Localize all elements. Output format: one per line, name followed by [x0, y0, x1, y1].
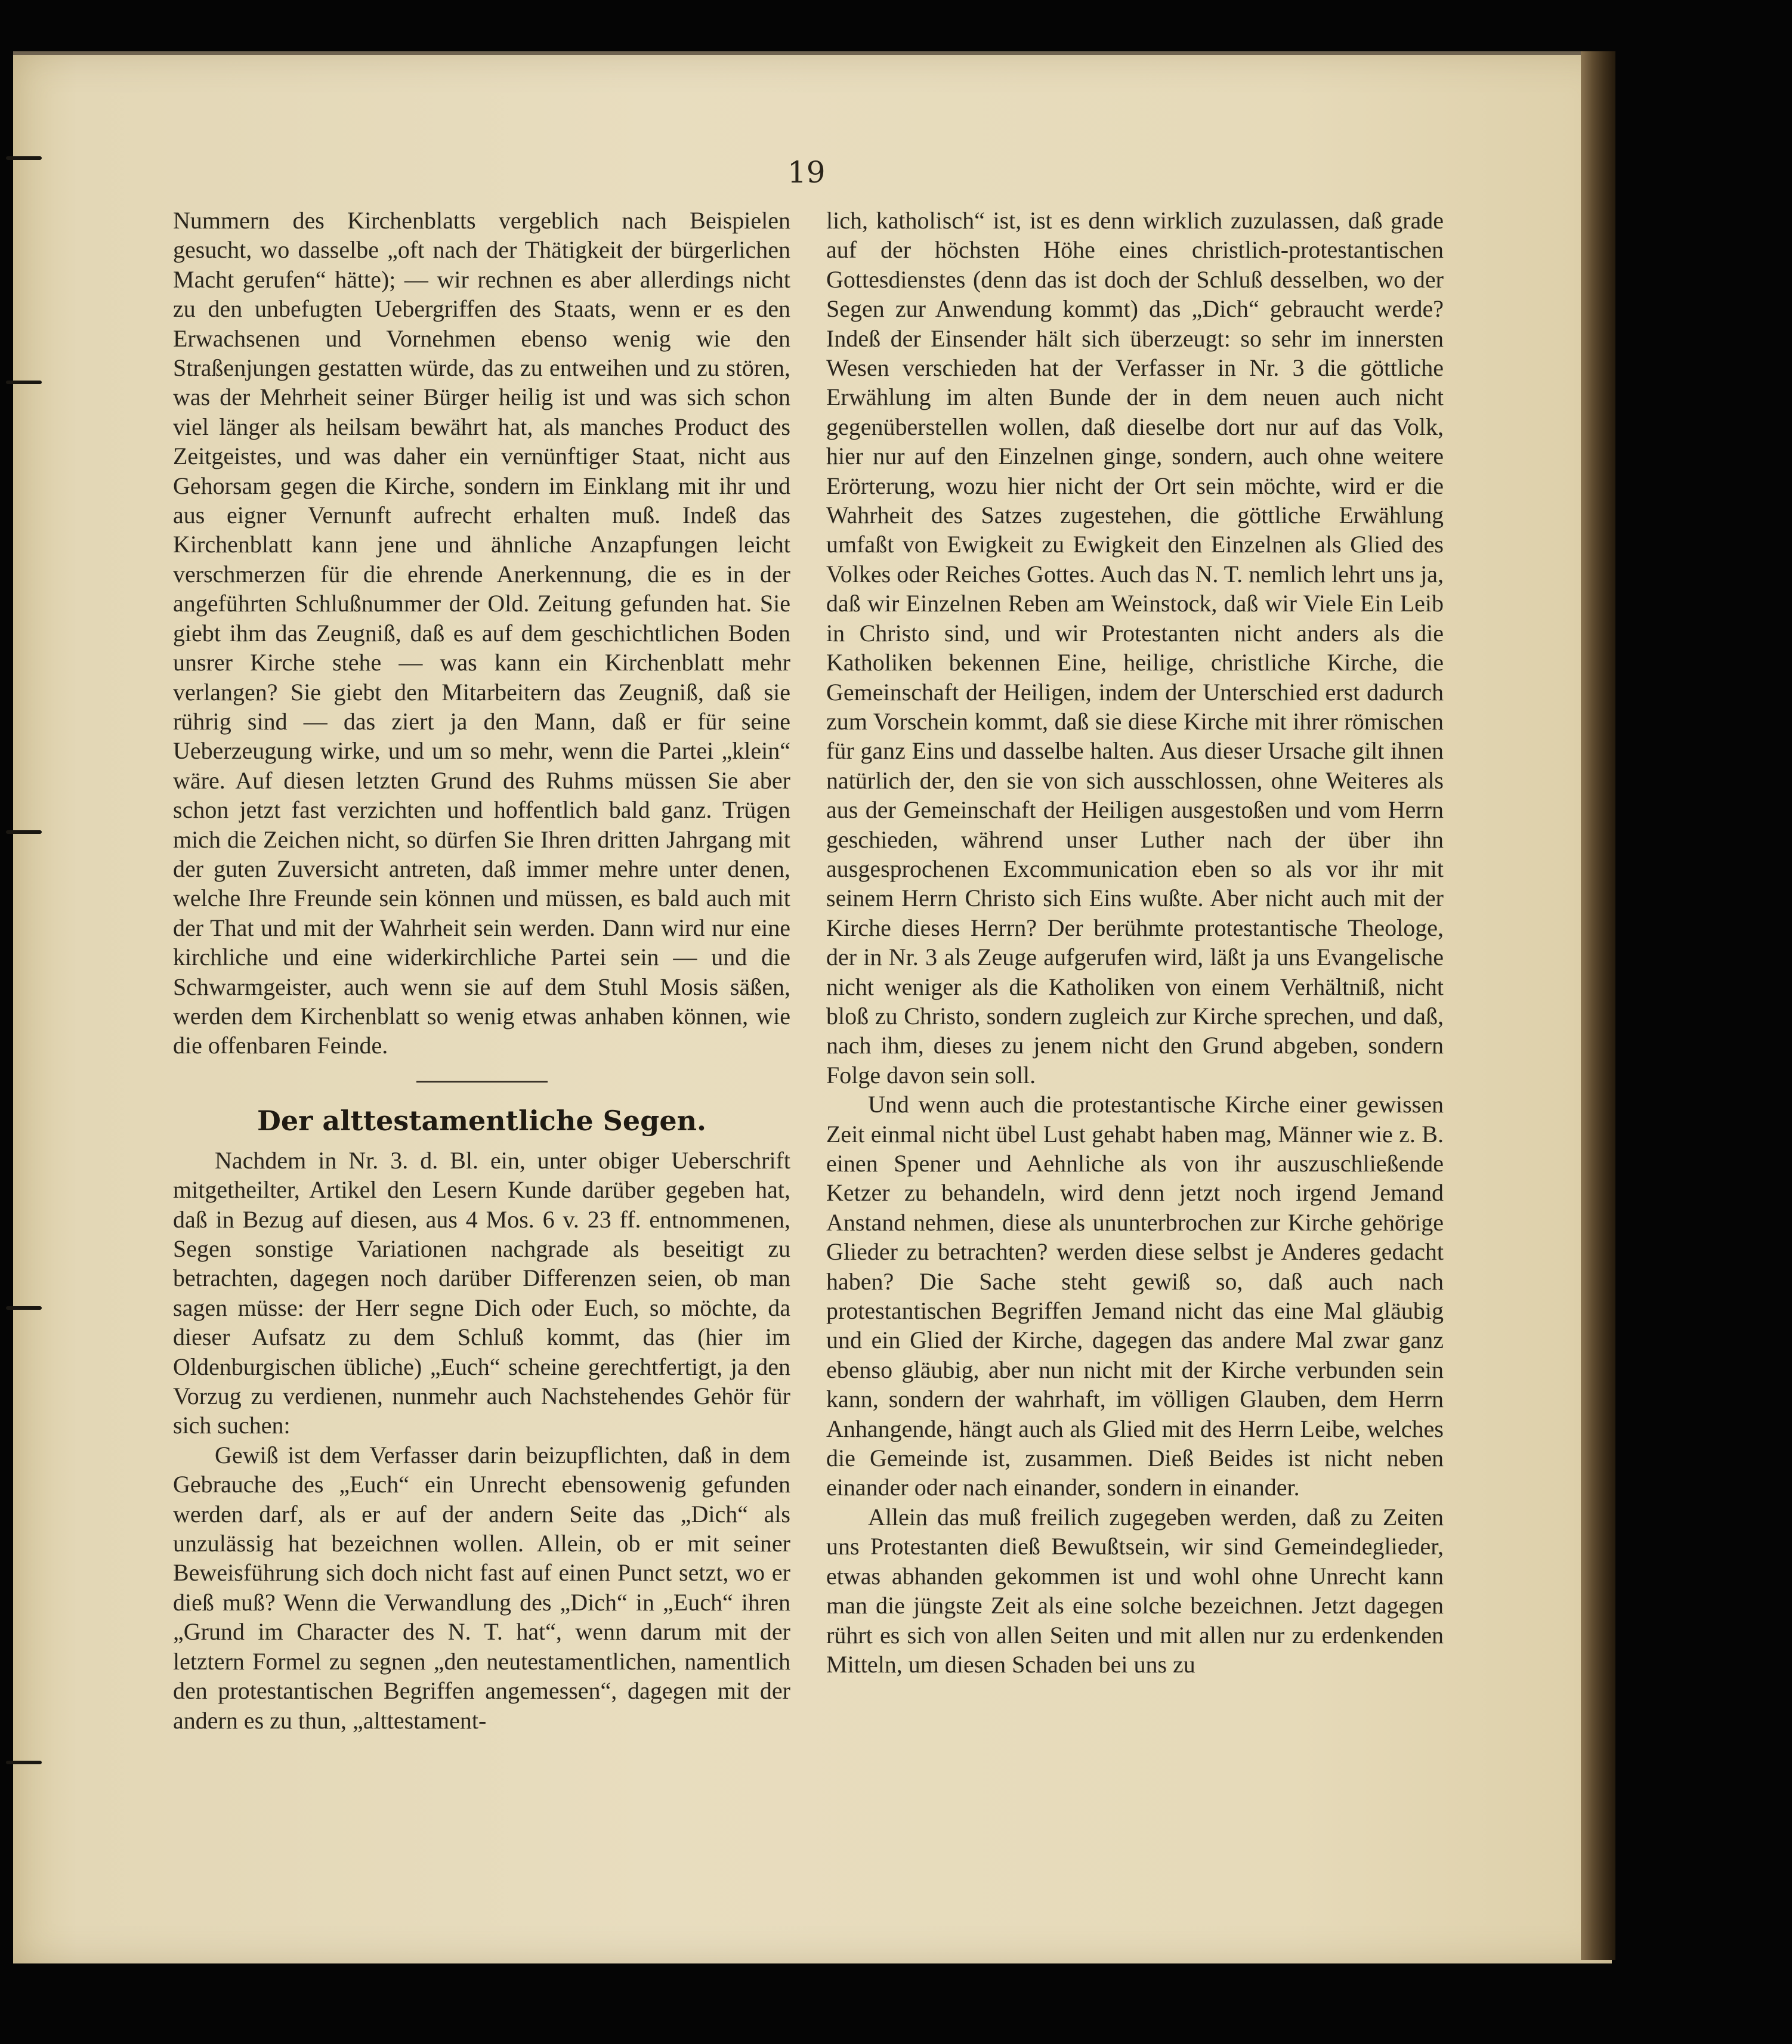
book-binding: [1581, 51, 1615, 1960]
page-number: 19: [787, 155, 826, 190]
binding-stitch: [6, 830, 42, 834]
right-column: [826, 206, 1444, 1679]
paragraph: Gewiß ist dem Verfasser darin beizupflichten, daß in dem Gebrauche des „Euch“ ein Unrecht ebensowenig gefunden werden darf, als er auf der andern Seite das „Dich“ als unzulässig hat bezeichnen wollen. Allein, ob er mit seiner Beweisführung sich doch nicht fast auf einen Punct setzt, wo er dieß muß? Wenn die Verwandlung des „Dich“ in „Euch“ ihren „Grund im Character des N. T. hat“, wenn darum mit der letztern Formel zu segnen „den neutestamentlichen, namentlich den protestantischen Begriffen angemessen“, dagegen mit der andern es zu thun, „alttestament-: [173, 1441, 790, 1734]
section-heading: Der alttestamentliche Segen.: [257, 1104, 707, 1137]
binding-stitch: [6, 381, 42, 384]
paragraph: Und wenn auch die protestantische Kirche einer gewissen Zeit einmal nicht übel Lust gehabt haben mag, Männer wie z. B. einen Spener und Aehnliche als von ihr auszuschließende Ketzer zu behandeln, wird denn jetzt noch irgend Jemand Anstand nehmen, diese als ununterbrochen zur Kirche gehörige Glieder zu betrachten? werden diese selbst je Anderes gedacht haben? Die Sache steht gewiß so, daß auch nach protestantischen Begriffen Jemand nicht das eine Mal gläubig und ein Glied der Kirche, dagegen das andere Mal zwar ganz ebenso gläubig, aber nun nicht mit der Kirche verbunden sein kann, sondern der wahrhaft, im völligen Glauben, dem Herrn Anhangende, hängt auch als Glied mit des Herrn Leibe, welches die Gemeinde ist, zusammen. Dieß Beides ist nicht neben einander oder nach einander, sondern in einander.: [826, 1091, 1444, 1501]
binding-stitch: [6, 1306, 42, 1310]
paragraph: lich, katholisch“ ist, ist es denn wirklich zuzulassen, daß grade auf der höchsten Höhe eines christlich-protestantischen Gottesdienstes (denn das ist doch der Schluß desselben, wo der Segen zur Anwendung kommt) das „Dich“ gebraucht werde? Indeß der Einsender hält sich überzeugt: so sehr im innersten Wesen verschieden hat der Verfasser in Nr. 3 die göttliche Erwählung im alten Bunde der in dem neuen auch nicht gegenüberstellen wollen, daß dieselbe dort nur auf das Volk, hier nur auf den Einzelnen ginge, sondern, auch ohne weitere Erörterung, wozu hier nicht der Ort sein möchte, wird er die Wahrheit des Satzes zugestehen, die göttliche Erwählung umfaßt von Ewigkeit zu Ewigkeit den Einzelnen als Glied des Volkes oder Reiches Gottes. Auch das N. T. nemlich lehrt uns ja, daß wir Einzelnen Reben am Weinstock, daß wir Viele Ein Leib in Christo sind, und wir Protestanten nicht anders als die Katholiken bekennen Eine, heilige, christliche Kirche, die Gemeinschaft der Heiligen, indem der Unterschied erst dadurch zum Vorschein kommt, daß sie diese Kirche mit ihrer römischen für ganz Eins und dasselbe halten. Aus dieser Ursache gilt ihnen natürlich der, den sie von sich ausschlossen, ohne Weiteres als aus der Gemeinschaft der Heiligen ausgestoßen und vom Herrn geschieden, während unser Luther nach der über ihn ausgesprochenen Excommunication eben so als vor ihr mit seinem Herrn Christo sich Eins wußte. Aber nicht auch mit der Kirche dieses Herrn? Der berühmte protestantische Theologe, der in Nr. 3 als Zeuge aufgerufen wird, läßt ja uns Evangelische nicht weniger als die Katholiken von einem Verhältniß, nicht bloß zu Christo, sondern zugleich zur Kirche sprechen, und daß, nach ihm, dieses zu jenem nicht den Grund abgeben, sondern Folge davon sein soll.: [826, 207, 1444, 1089]
paragraph: Nummern des Kirchenblatts vergeblich nach Beispielen gesucht, wo dasselbe „oft nach der Thätigkeit der bürgerlichen Macht gerufen“ hätte); — wir rechnen es aber allerdings nicht zu den unbefugten Uebergriffen des Staats, wenn er es den Erwachsenen und Vornehmen ebenso wenig wie den Straßenjungen gestatten würde, das zu entweihen und zu stören, was der Mehrheit seiner Bürger heilig ist und was sich schon viel länger als heilsam bewährt hat, als manches Product des Zeitgeistes, und was daher ein vernünftiger Staat, nicht aus Gehorsam gegen die Kirche, sondern im Einklang mit ihr und aus eigner Vernunft aufrecht erhalten muß. Indeß das Kirchenblatt kann jene und ähnliche Anzapfungen leicht verschmerzen für die ehrende Anerkennung, die es in der angeführten Schlußnummer der Old. Zeitung gefunden hat. Sie giebt ihm das Zeugniß, daß es auf dem geschichtlichen Boden unsrer Kirche stehe — was kann ein Kirchenblatt mehr verlangen? Sie giebt den Mitarbeitern das Zeugniß, daß sie rührig sind — das ziert ja den Mann, daß er für seine Ueberzeugung wirke, und um so mehr, wenn die Partei „klein“ wäre. Auf diesen letzten Grund des Ruhms müssen Sie aber schon jetzt fast verzichten und hoffentlich bald ganz. Trügen mich die Zeichen nicht, so dürfen Sie Ihren dritten Jahrgang mit der guten Zuversicht antreten, daß immer mehre unter denen, welche Ihre Freunde sein können und müssen, es bald auch mit der That und mit der Wahrheit sein werden. Dann wird nur eine kirchliche und eine widerkirchliche Partei sein — und die Schwarmgeister, auch wenn sie auf dem Stuhl Mosis säßen, werden dem Kirchenblatt so wenig etwas anhaben können, wie die offenbaren Feinde.: [173, 207, 790, 1059]
paragraph: Nachdem in Nr. 3. d. Bl. ein, unter obiger Ueberschrift mitgetheilter, Artikel den Lesern Kunde darüber gegeben hat, daß in Bezug auf diesen, aus 4 Mos. 6 v. 23 ff. entnommenen, Segen sonstige Variationen nachgrade als beseitigt zu betrachten, dagegen noch darüber Differenzen seien, ob man sagen müsse: der Herr segne Dich oder Euch, so möchte, da dieser Aufsatz zu dem Schluß kommt, das (hier im Oldenburgischen übliche) „Euch“ scheine gerechtfertigt, ja den Vorzug zu verdienen, nunmehr auch Nachstehendes Gehör für sich suchen:: [173, 1146, 790, 1439]
binding-stitch: [6, 156, 42, 160]
binding-stitch: [6, 1761, 42, 1764]
section-divider: [416, 1081, 548, 1083]
paragraph: Allein das muß freilich zugegeben werden, daß zu Zeiten uns Protestanten dieß Bewußtsein, wir sind Gemeindeglieder, etwas abhanden gekommen ist und wohl ohne Unrecht kann man die jüngste Zeit als eine solche bezeichnen. Jetzt dagegen rührt es sich von allen Seiten und mit allen nur zu erdenkenden Mitteln, um diesen Schaden bei uns zu: [826, 1503, 1444, 1678]
left-column: [173, 206, 790, 1735]
